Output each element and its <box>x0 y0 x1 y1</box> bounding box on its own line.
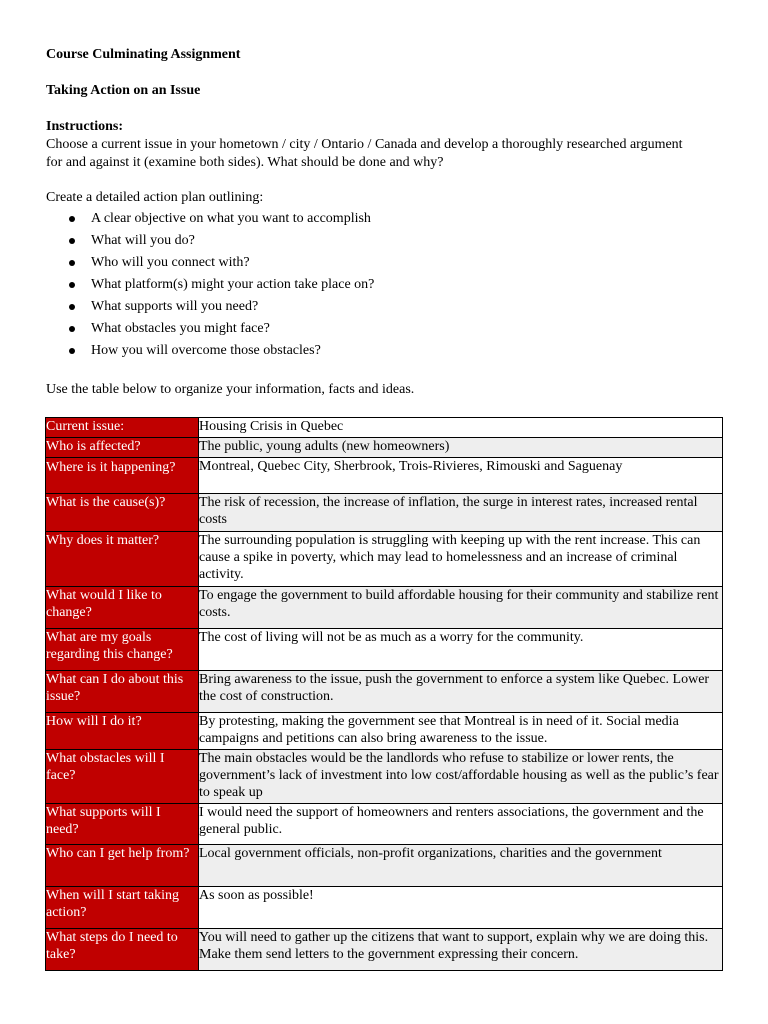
question-cell: What is the cause(s)? <box>46 494 199 532</box>
question-cell: Where is it happening? <box>46 458 199 494</box>
bullet-item: Who will you connect with? <box>46 252 374 274</box>
question-cell: Who is affected? <box>46 438 199 458</box>
doc-subtitle: Taking Action on an Issue <box>46 83 201 98</box>
plan-intro: Create a detailed action plan outlining: <box>46 190 264 205</box>
instructions-heading: Instructions: <box>46 119 124 134</box>
question-cell: Current issue: <box>46 418 199 438</box>
table-row <box>46 750 723 804</box>
table-row <box>46 418 723 438</box>
table-row <box>46 587 723 629</box>
question-cell: What can I do about this issue? <box>46 671 199 713</box>
answer-cell: The risk of recession, the increase of inflation, the surge in interest rates, increased rental costs <box>199 494 723 532</box>
answer-cell: The cost of living will not be as much as a worry for the community. <box>199 629 723 671</box>
question-cell: What obstacles will I face? <box>46 750 199 804</box>
bullet-item: What obstacles you might face? <box>46 318 374 340</box>
issue-table <box>45 417 723 971</box>
answer-cell: To engage the government to build affordable housing for their community and stabilize rent costs. <box>199 587 723 629</box>
question-cell: What are my goals regarding this change? <box>46 629 199 671</box>
answer-cell: By protesting, making the government see that Montreal is in need of it. Social media campaigns and petitions can also bring awareness to the issue. <box>199 713 723 750</box>
bullet-item: How you will overcome those obstacles? <box>46 340 374 362</box>
table-row <box>46 629 723 671</box>
answer-cell: The surrounding population is struggling with keeping up with the rent increase. This can cause a spike in poverty, which may lead to homelessness and an increase of criminal activity. <box>199 532 723 587</box>
table-row <box>46 887 723 929</box>
question-cell: What steps do I need to take? <box>46 929 199 971</box>
plan-bullet-list <box>46 208 374 362</box>
question-cell: How will I do it? <box>46 713 199 750</box>
answer-cell: As soon as possible! <box>199 887 723 929</box>
bullet-dot-icon <box>69 238 75 244</box>
table-row <box>46 713 723 750</box>
bullet-item: A clear objective on what you want to accomplish <box>46 208 374 230</box>
answer-cell: Housing Crisis in Quebec <box>199 418 723 438</box>
table-row <box>46 458 723 494</box>
table-intro: Use the table below to organize your information, facts and ideas. <box>46 382 415 397</box>
question-cell: Why does it matter? <box>46 532 199 587</box>
question-cell: What would I like to change? <box>46 587 199 629</box>
instructions-text: Choose a current issue in your hometown / city / Ontario / Canada and develop a thoroughly researched argument for and against it (examine both sides). What should be done and why? <box>46 137 683 170</box>
answer-cell: Montreal, Quebec City, Sherbrook, Trois-Rivieres, Rimouski and Saguenay <box>199 458 723 494</box>
answer-cell: Local government officials, non-profit organizations, charities and the government <box>199 845 723 887</box>
bullet-item: What supports will you need? <box>46 296 374 318</box>
table-row <box>46 494 723 532</box>
answer-cell: Bring awareness to the issue, push the government to enforce a system like Quebec. Lower the cost of construction. <box>199 671 723 713</box>
answer-cell: You will need to gather up the citizens that want to support, explain why we are doing this. Make them send letters to the government expressing their concern. <box>199 929 723 971</box>
table-row <box>46 671 723 713</box>
table-row <box>46 438 723 458</box>
bullet-item: What platform(s) might your action take place on? <box>46 274 374 296</box>
table-row <box>46 804 723 845</box>
bullet-dot-icon <box>69 304 75 310</box>
answer-cell: I would need the support of homeowners and renters associations, the government and the general public. <box>199 804 723 845</box>
question-cell: What supports will I need? <box>46 804 199 845</box>
table-row <box>46 929 723 971</box>
table-row <box>46 532 723 587</box>
bullet-dot-icon <box>69 348 75 354</box>
bullet-item: What will you do? <box>46 230 374 252</box>
bullet-dot-icon <box>69 326 75 332</box>
answer-cell: The public, young adults (new homeowners) <box>199 438 723 458</box>
bullet-dot-icon <box>69 260 75 266</box>
answer-cell: The main obstacles would be the landlords who refuse to stabilize or lower rents, the government’s lack of investment into low cost/affordable housing as well as the public’s fear to speak up <box>199 750 723 804</box>
doc-title: Course Culminating Assignment <box>46 47 241 62</box>
table-row <box>46 845 723 887</box>
bullet-dot-icon <box>69 216 75 222</box>
bullet-dot-icon <box>69 282 75 288</box>
question-cell: Who can I get help from? <box>46 845 199 887</box>
question-cell: When will I start taking action? <box>46 887 199 929</box>
